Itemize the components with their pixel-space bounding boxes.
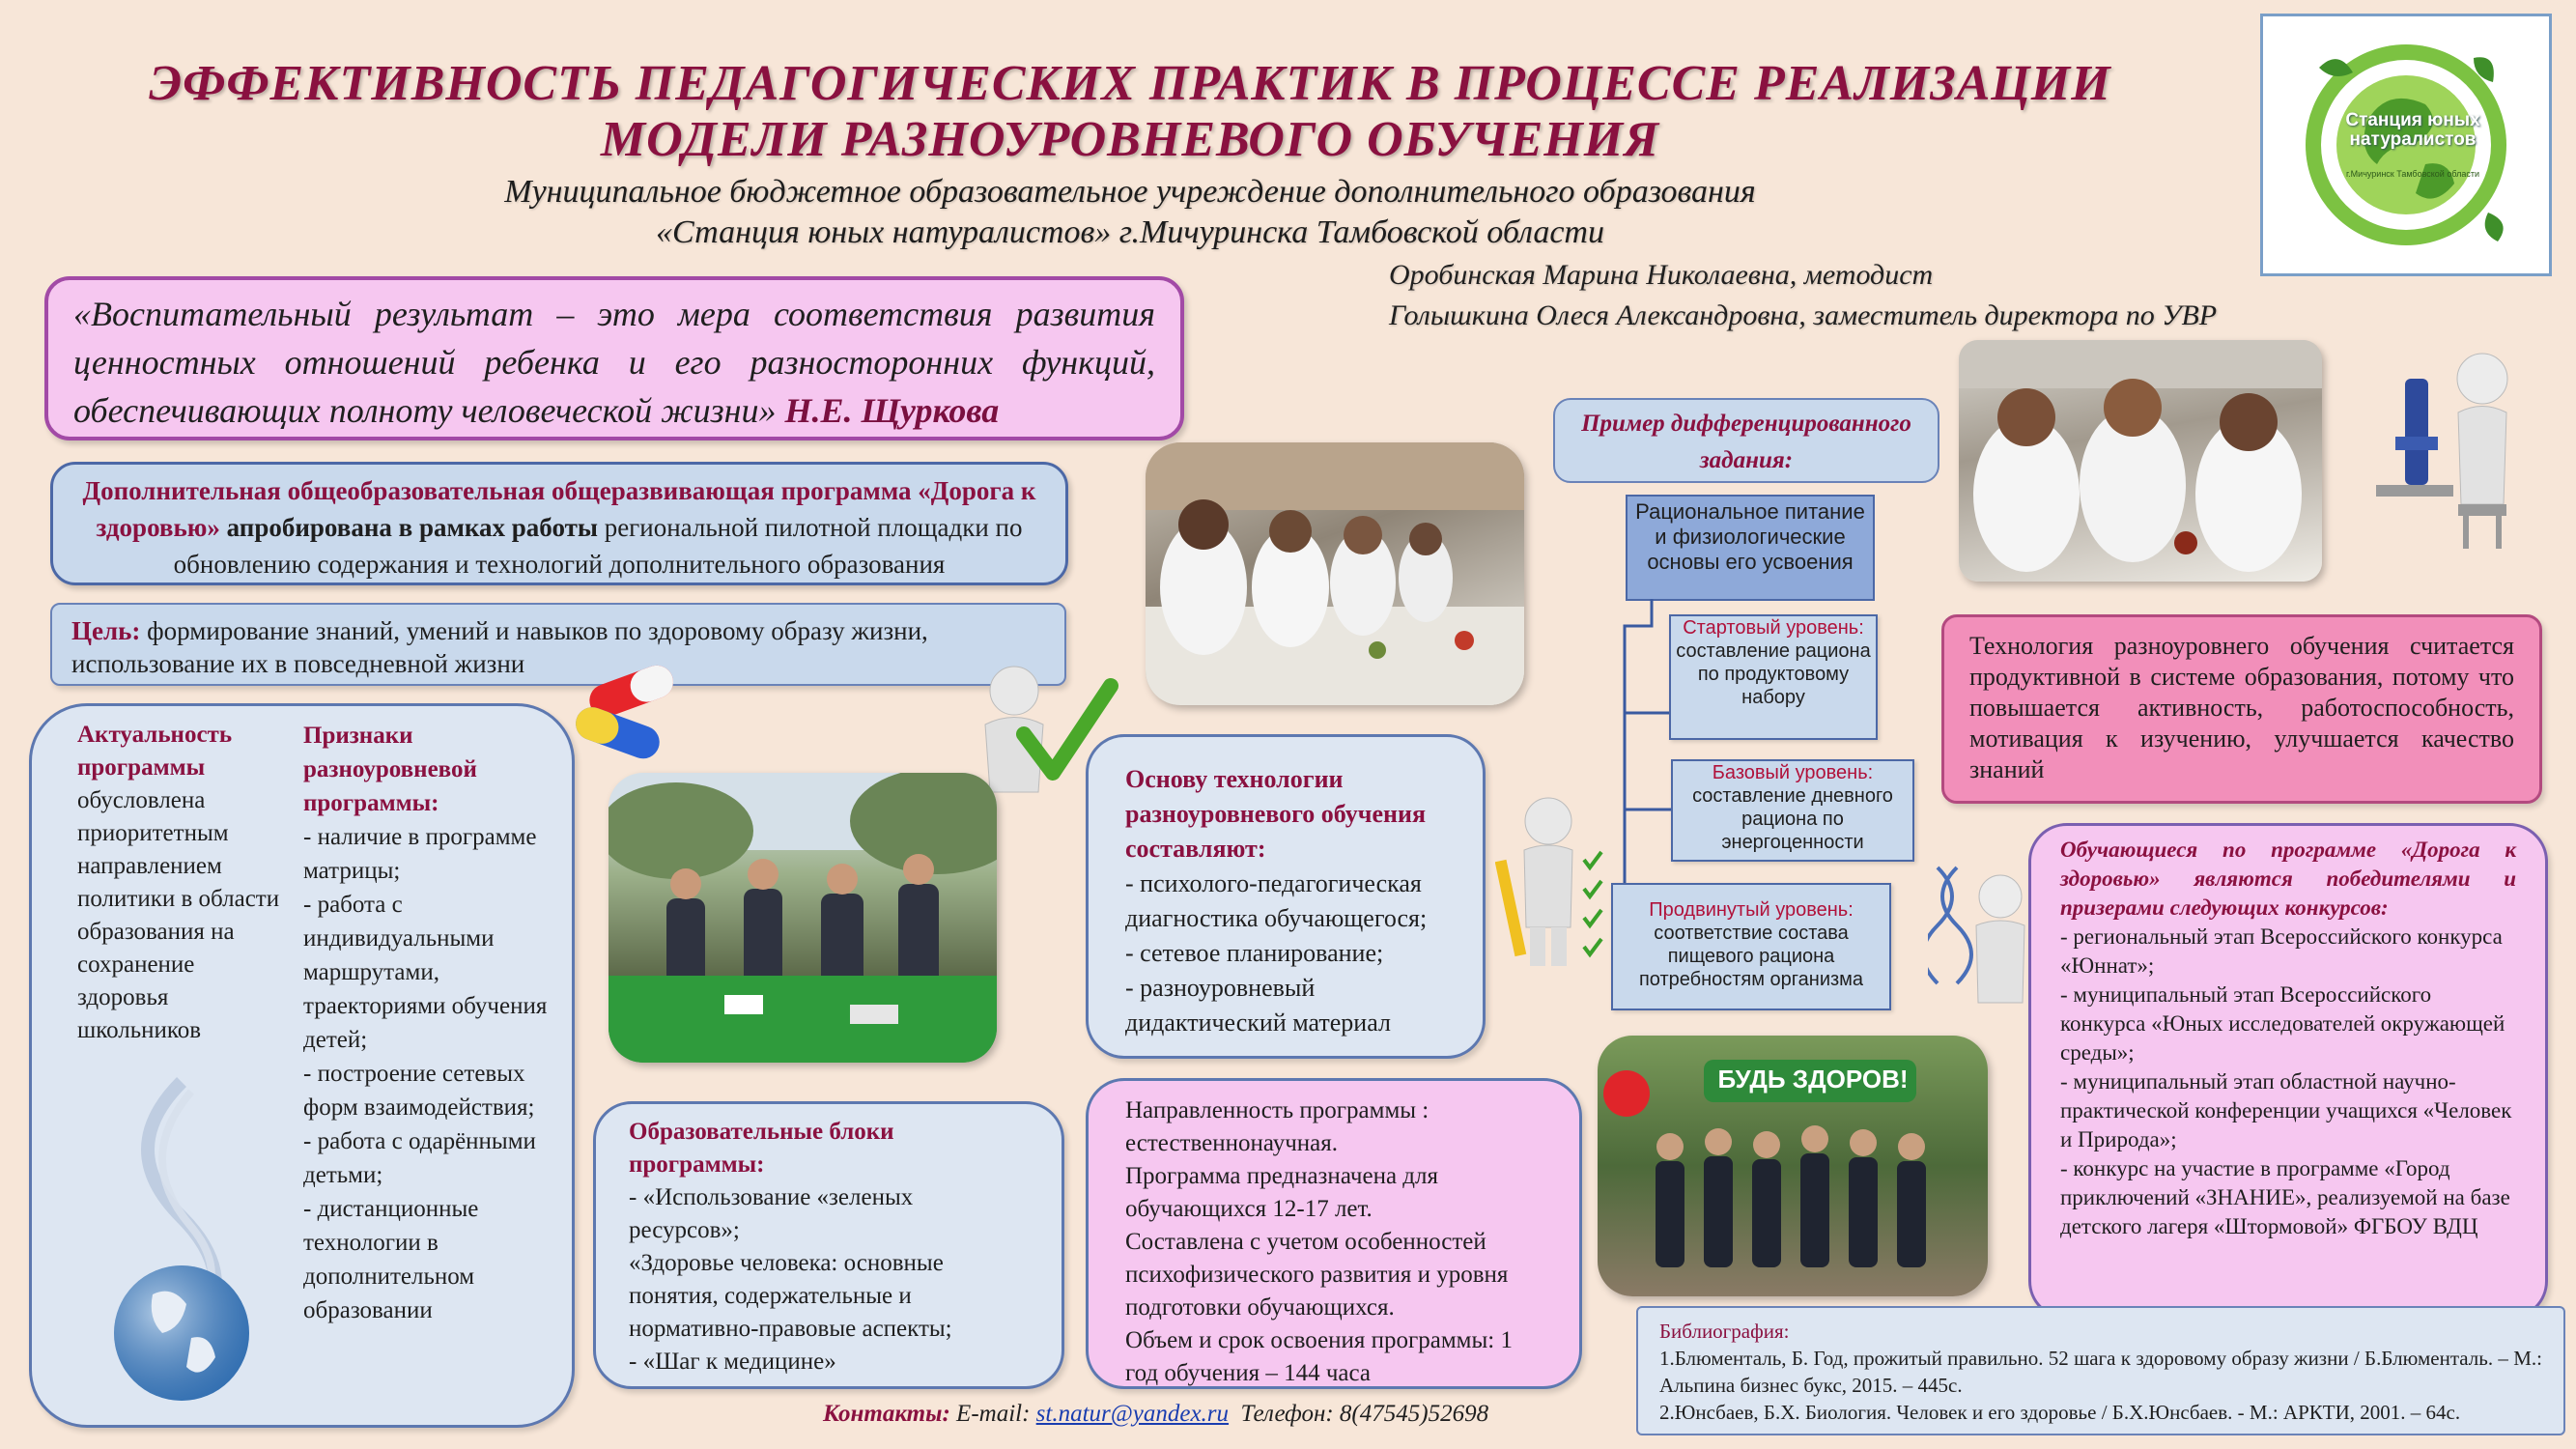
technology-basis-box — [1086, 734, 1486, 1059]
author-2: Голышкина Олеся Александровна, заместитель директора по УВР — [1389, 299, 2218, 331]
blocks-item: - «Использование «зеленых ресурсов»; — [629, 1184, 914, 1243]
phone-number: 8(47545)52698 — [1339, 1401, 1489, 1427]
direction-line: Направленность программы : естественнонаучная. — [1125, 1097, 1430, 1156]
quote-box — [44, 276, 1184, 440]
pencil-figure-icon — [1495, 792, 1611, 976]
email-label: E-mail: — [956, 1401, 1031, 1427]
level-start-name: Стартовый уровень: — [1683, 617, 1864, 639]
lab-photo-2 — [1959, 340, 2322, 582]
authors — [1389, 255, 2355, 336]
author-1: Оробинская Марина Николаевна, методист — [1389, 259, 1934, 291]
students-item: - муниципальный этап Всероссийского конкурса «Юных исследователей окружающей среды»; — [2060, 982, 2505, 1065]
microscope-figure-icon — [2366, 340, 2521, 553]
signs-item: - построение сетевых форм взаимодействия; — [303, 1061, 535, 1121]
logo-title: Станция юных натуралистов — [2345, 110, 2480, 150]
lab-photo-1 — [1146, 442, 1524, 705]
program-box — [50, 462, 1068, 585]
blocks-item: «Здоровье человека: основные понятия, содержательные и нормативно-правовые аспекты; — [629, 1250, 952, 1342]
blocks-heading: Образовательные блоки программы: — [629, 1119, 894, 1178]
technology-basis-item: - разноуровневый дидактический материал — [1125, 974, 1391, 1037]
program-approved: апробирована в рамках работы — [226, 513, 598, 542]
institution-subtitle — [290, 172, 1970, 253]
goal-label: Цель: — [71, 616, 141, 645]
subtitle-line-1: Муниципальное бюджетное образовательное учреждение дополнительного образования — [504, 174, 1756, 210]
dna-figure-icon — [1928, 858, 2034, 1012]
relevance-column — [77, 719, 280, 1047]
email-link[interactable]: st.natur@yandex.ru — [1035, 1401, 1230, 1427]
technology-basis-item: - сетевое планирование; — [1125, 939, 1384, 967]
signs-heading: Признаки разноуровневой программы: — [303, 723, 477, 816]
relevance-text: обусловлена приоритетным направлением политики в области образования на сохранение здоровья школьников — [77, 787, 280, 1043]
direction-line: Составлена с учетом особенностей психофизического развития и уровня подготовки обучающихся. — [1125, 1229, 1509, 1321]
level-start-box — [1669, 614, 1878, 740]
direction-line: Программа предназначена для обучающихся 12-17 лет. — [1125, 1163, 1438, 1222]
logo-frame — [2260, 14, 2552, 276]
goal-text: формирование знаний, умений и навыков по здоровому образу жизни, использование их в повседневной жизни — [71, 616, 928, 678]
signs-item: - работа с одарёнными детьми; — [303, 1128, 536, 1188]
students-item: - конкурс на участие в программе «Город приключений «ЗНАНИЕ», реализуемой на базе детского лагеря «Штормовой» ФГБОУ ВДЦ — [2060, 1156, 2510, 1238]
signs-item: - работа с индивидуальными маршрутами, траекториями обучения детей; — [303, 892, 548, 1053]
photo-banner-text: БУДЬ ЗДОРОВ! — [1717, 1065, 1909, 1094]
direction-line: Объем и срок освоения программы: 1 год обучения – 144 часа — [1125, 1327, 1513, 1386]
signs-item: - дистанционные технологии в дополнительном образовании — [303, 1196, 479, 1323]
example-heading-box: Пример дифференцированного задания: — [1553, 398, 1939, 483]
students-item: - региональный этап Всероссийского конкурса «Юннат»; — [2060, 924, 2503, 978]
example-topic-box: Рациональное питание и физиологические основы его усвоения — [1626, 495, 1875, 601]
students-item: - муниципальный этап областной научно-практической конференции учащихся «Человек и Природа»; — [2060, 1069, 2512, 1151]
relevance-heading: Актуальность программы — [77, 722, 233, 781]
poster-title: ЭФФЕКТИВНОСТЬ ПЕДАГОГИЧЕСКИХ ПРАКТИК В ПРОЦЕССЕ РЕАЛИЗАЦИИ МОДЕЛИ РАЗНОУРОВНЕВОГО ОБУЧЕНИЯ — [149, 56, 2111, 167]
level-advanced-box — [1611, 883, 1891, 1010]
level-base-text: составление дневного рациона по энергоценности — [1692, 785, 1893, 853]
level-advanced-text: соответствие состава пищевого рациона потребностям организма — [1638, 923, 1864, 990]
contacts — [823, 1401, 1596, 1428]
students-heading: Обучающиеся по программе «Дорога к здоровью» являются победителями и призерами следующих конкурсов: — [2060, 838, 2516, 920]
bibliography-item: 1.Блюменталь, Б. Год, прожитый правильно. 52 шага к здоровому образу жизни / Б.Блюменталь. – М.: Альпина бизнес букс, 2015. – 445с. — [1659, 1347, 2542, 1397]
quote-text: «Воспитательный результат – это мера соответствия развития ценностных отношений ребенка и его разносторонних функций, обеспечивающих полноту человеческой жизни» — [73, 295, 1155, 430]
technology-basis-item: - психолого-педагогическая диагностика обучающегося; — [1125, 869, 1428, 932]
bibliography-box — [1636, 1306, 2565, 1435]
level-base-name: Базовый уровень: — [1712, 762, 1874, 783]
goal-box — [50, 603, 1066, 686]
globe-icon — [95, 1072, 269, 1410]
signs-column — [303, 719, 564, 1327]
level-advanced-name: Продвинутый уровень: — [1649, 899, 1854, 921]
subtitle-line-2: «Станция юных натуралистов» г.Мичуринска Тамбовской области — [656, 214, 1604, 250]
bibliography-heading: Библиография: — [1659, 1320, 1790, 1343]
blocks-item: - «Шаг к медицине» — [629, 1349, 836, 1375]
group-photo — [1598, 1036, 1988, 1296]
program-rest: региональной пилотной площадки по обновлению содержания и технологий дополнительного образования — [173, 513, 1023, 579]
logo-caption: г.Мичуринск Тамбовской области — [2346, 169, 2479, 179]
bibliography-item: 2.Юнсбаев, Б.Х. Биология. Человек и его здоровье / Б.Х.Юнсбаев. - М.: АРКТИ, 2001. – 64с. — [1659, 1401, 2461, 1424]
contacts-label: Контакты: — [823, 1401, 950, 1427]
phone-label: Телефон: — [1240, 1401, 1334, 1427]
pills-icon — [560, 657, 695, 773]
level-start-text: составление рациона по продуктовому набору — [1676, 640, 1871, 708]
program-direction-box — [1086, 1078, 1582, 1389]
educational-blocks-box — [593, 1101, 1064, 1389]
signs-item: - наличие в программе матрицы; — [303, 824, 537, 884]
technology-basis-heading: Основу технологии разноуровневого обучения составляют: — [1125, 765, 1427, 863]
outdoor-photo — [609, 773, 997, 1063]
level-base-box — [1671, 759, 1914, 862]
quote-author: Н.Е. Щуркова — [784, 391, 1000, 430]
students-achievements-box — [2028, 823, 2548, 1320]
program-name: Дополнительная общеобразовательная общеразвивающая программа «Дорога к здоровью» — [82, 476, 1036, 542]
technology-note-box: Технология разноуровнего обучения считается продуктивной в системе образования, потому что повышается активность, работоспособность, мотивация к изучению, улучшается качество знаний — [1941, 614, 2542, 804]
